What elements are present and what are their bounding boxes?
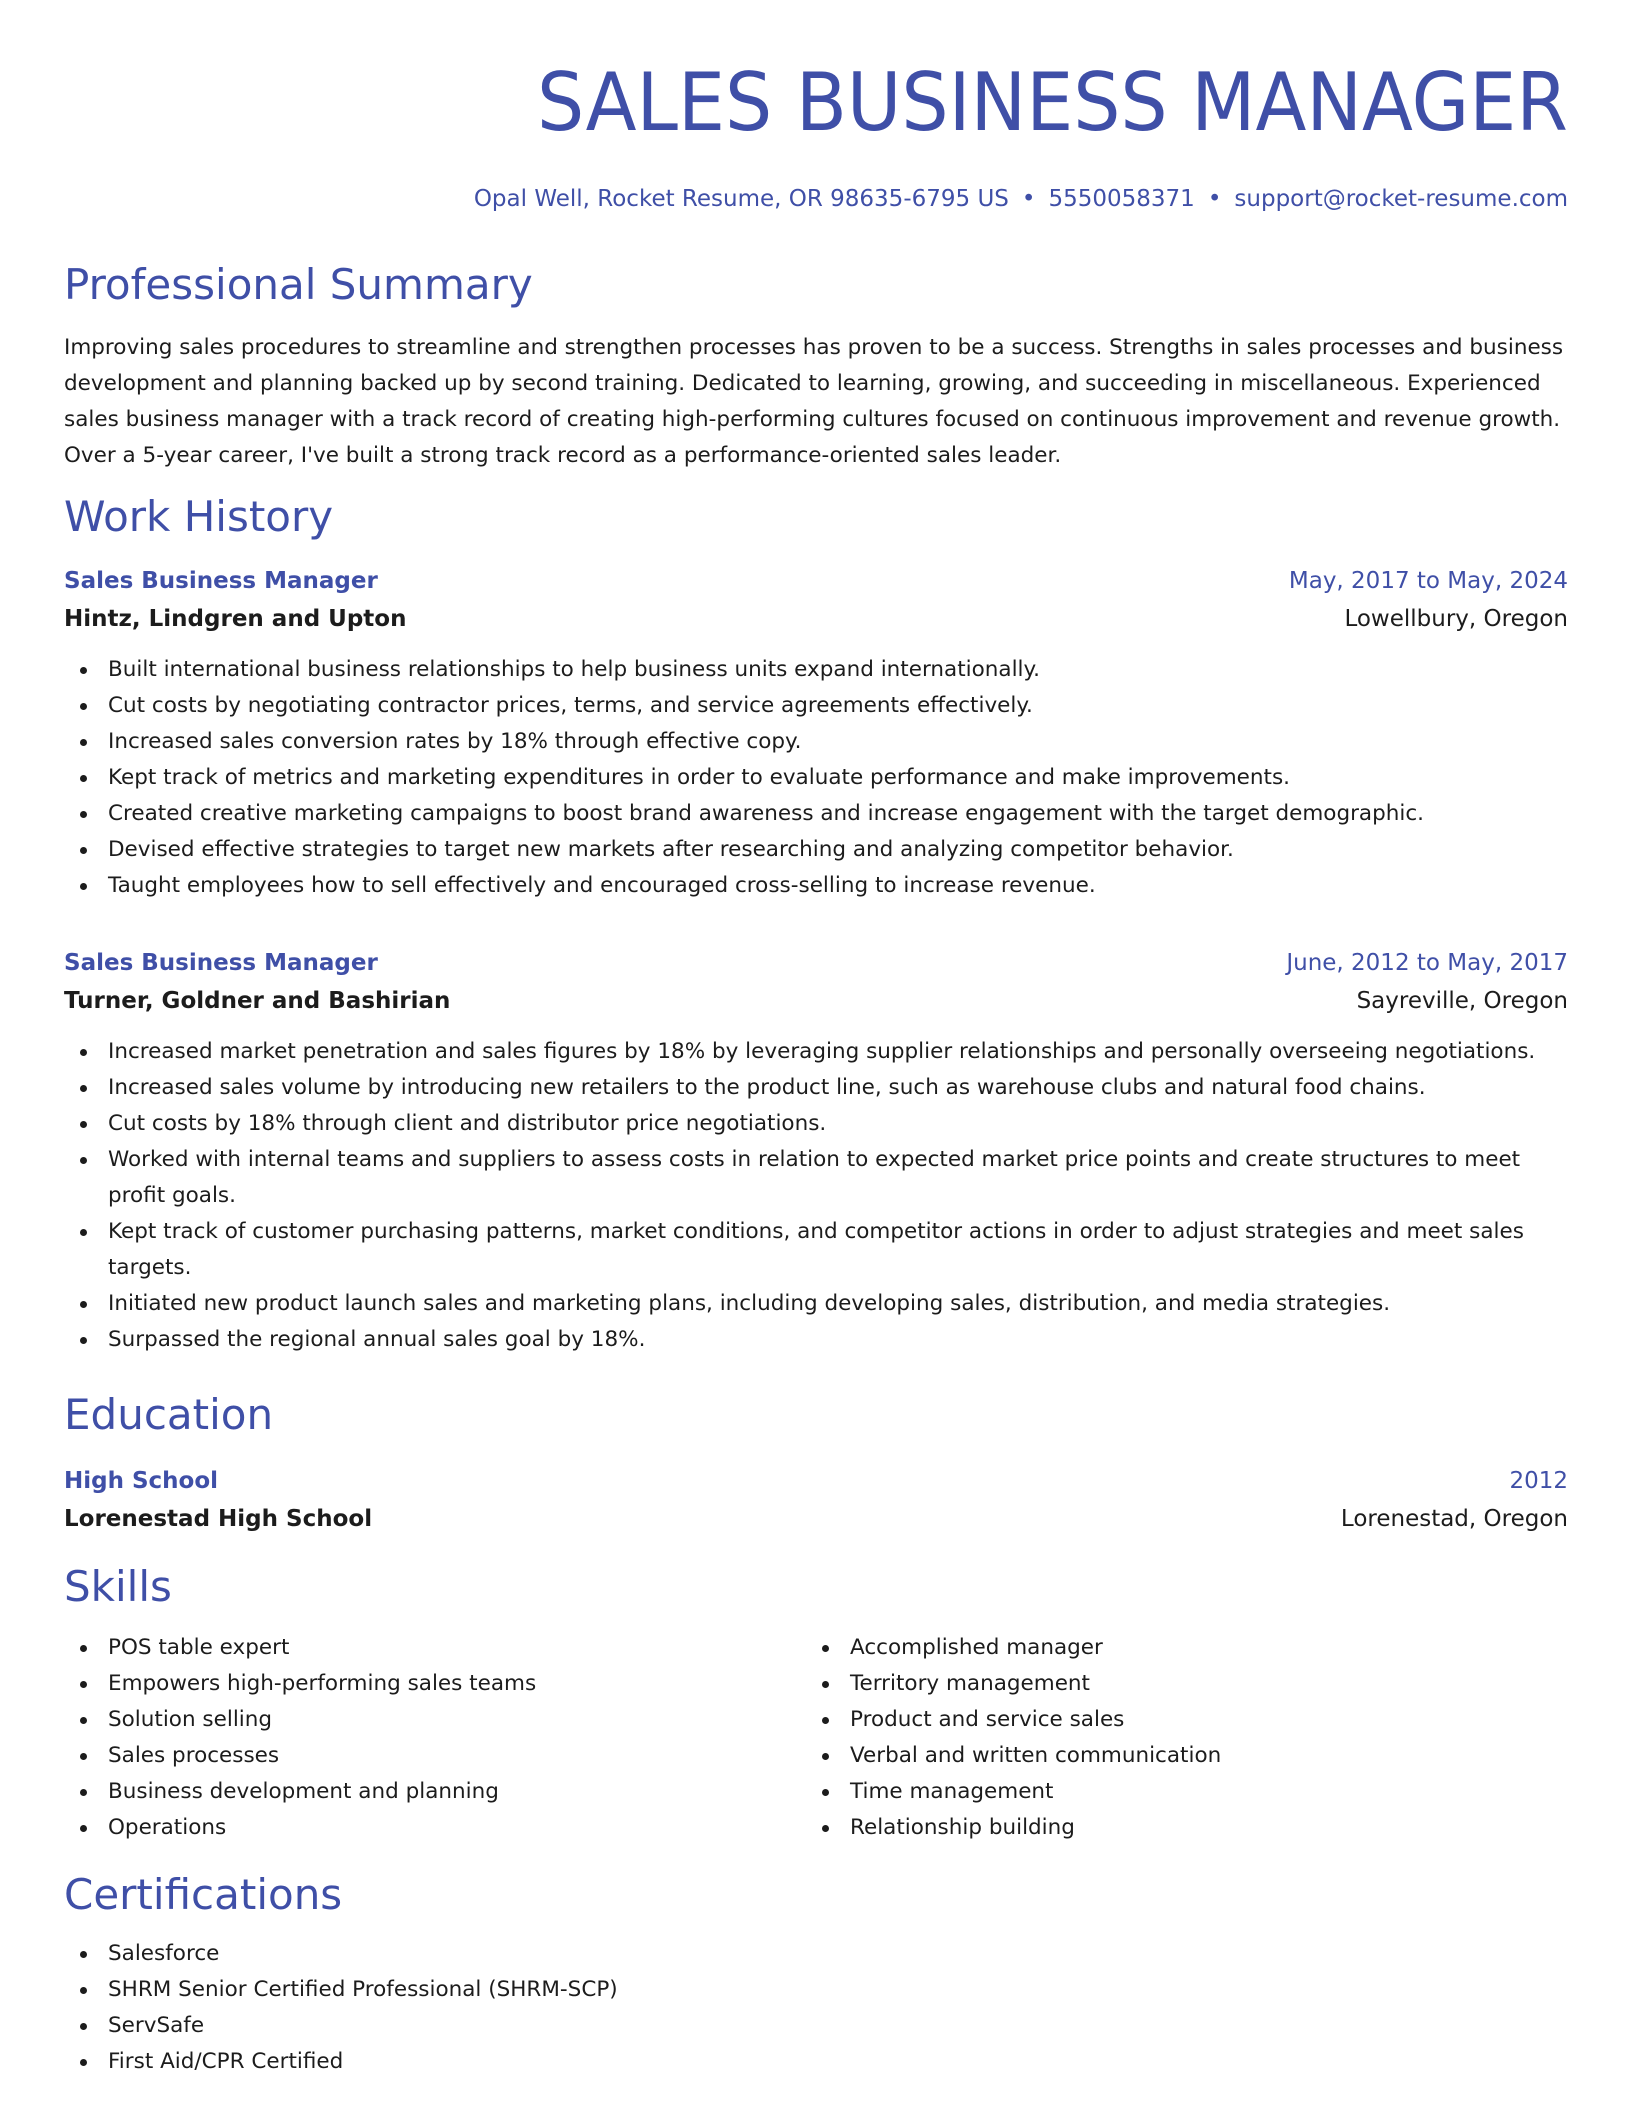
skill-item: Territory management <box>806 1666 1548 1702</box>
job-role: Sales Business Manager <box>64 950 378 976</box>
education-entry <box>64 1462 1568 1538</box>
job-bullets <box>64 652 1568 904</box>
education-subheader <box>64 1500 1568 1538</box>
job-dates: May, 2017 to May, 2024 <box>1288 568 1568 594</box>
certifications-list <box>64 1936 1568 2080</box>
job-bullet: Worked with internal teams and suppliers to assess costs in relation to expected market price points and create structures to meet profit goals. <box>64 1142 1568 1214</box>
skill-item: POS table expert <box>64 1630 806 1666</box>
job-company: Turner, Goldner and Bashirian <box>64 988 451 1014</box>
summary-heading: Professional Summary <box>64 260 533 309</box>
job-bullet: Increased market penetration and sales figures by 18% by leveraging supplier relationships and personally overseeing negotiations. <box>64 1034 1568 1070</box>
job-subheader <box>64 982 1568 1020</box>
job-bullet: Taught employees how to sell effectively and encouraged cross-selling to increase revenue. <box>64 868 1568 904</box>
job-role: Sales Business Manager <box>64 568 378 594</box>
education-header <box>64 1462 1568 1500</box>
skill-item: Verbal and written communication <box>806 1738 1548 1774</box>
job-bullet: Built international business relationships to help business units expand internationally. <box>64 652 1568 688</box>
contact-phone: 5550058371 <box>1048 186 1195 212</box>
job-bullet: Cut costs by negotiating contractor prices, terms, and service agreements effectively. <box>64 688 1568 724</box>
certification-item: First Aid/CPR Certified <box>64 2044 1568 2080</box>
skill-item: Product and service sales <box>806 1702 1548 1738</box>
education-year: 2012 <box>1509 1468 1568 1494</box>
job-bullet: Created creative marketing campaigns to boost brand awareness and increase engagement with the target demographic. <box>64 796 1568 832</box>
skill-item: Accomplished manager <box>806 1630 1548 1666</box>
resume-name: SALES BUSINESS MANAGER <box>537 56 1568 149</box>
job-entry <box>64 562 1568 904</box>
skills-list <box>64 1630 1568 1846</box>
job-entry <box>64 944 1568 1358</box>
skill-item: Operations <box>64 1810 806 1846</box>
job-location: Lowellbury, Oregon <box>1344 606 1568 632</box>
contact-separator: • <box>1207 186 1222 212</box>
contact-email: support@rocket-resume.com <box>1234 186 1568 212</box>
job-location: Sayreville, Oregon <box>1356 988 1568 1014</box>
job-header <box>64 562 1568 600</box>
skill-item: Sales processes <box>64 1738 806 1774</box>
certifications-heading: Certifications <box>64 1870 343 1919</box>
certification-item: ServSafe <box>64 2008 1568 2044</box>
job-bullet: Initiated new product launch sales and marketing plans, including developing sales, distribution, and media strategies. <box>64 1286 1568 1322</box>
skills-column-left <box>64 1630 806 1846</box>
job-bullets <box>64 1034 1568 1358</box>
job-bullet: Devised effective strategies to target new markets after researching and analyzing competitor behavior. <box>64 832 1568 868</box>
job-dates: June, 2012 to May, 2017 <box>1286 950 1568 976</box>
job-bullet: Kept track of metrics and marketing expenditures in order to evaluate performance and make improvements. <box>64 760 1568 796</box>
job-header <box>64 944 1568 982</box>
job-bullet: Surpassed the regional annual sales goal by 18%. <box>64 1322 1568 1358</box>
job-bullet: Kept track of customer purchasing patterns, market conditions, and competitor actions in order to adjust strategies and meet sales targets. <box>64 1214 1568 1286</box>
job-company: Hintz, Lindgren and Upton <box>64 606 407 632</box>
education-location: Lorenestad, Oregon <box>1340 1506 1568 1532</box>
skill-item: Business development and planning <box>64 1774 806 1810</box>
education-school: Lorenestad High School <box>64 1506 373 1532</box>
summary-text: Improving sales procedures to streamline and strengthen processes has proven to be a success. Strengths in sales processes and business development and planning backed up by second training. Dedicated to learning, growing, and succeeding in miscellaneous. Experienced sales business manager with a track record of creating high-performing cultures focused on continuous improvement and revenue growth. Over a 5-year career, I've built a strong track record as a performance-oriented sales leader. <box>64 335 1564 468</box>
skill-item: Relationship building <box>806 1810 1548 1846</box>
resume-page <box>64 0 1568 2112</box>
skill-item: Empowers high-performing sales teams <box>64 1666 806 1702</box>
job-bullet: Increased sales conversion rates by 18% through effective copy. <box>64 724 1568 760</box>
contact-line <box>64 184 1568 214</box>
education-degree: High School <box>64 1468 219 1494</box>
certification-item: SHRM Senior Certified Professional (SHRM-SCP) <box>64 1972 1568 2008</box>
skill-item: Time management <box>806 1774 1548 1810</box>
certification-item: Salesforce <box>64 1936 1568 1972</box>
job-bullet: Increased sales volume by introducing new retailers to the product line, such as warehouse clubs and natural food chains. <box>64 1070 1568 1106</box>
job-bullet: Cut costs by 18% through client and distributor price negotiations. <box>64 1106 1568 1142</box>
contact-address: Opal Well, Rocket Resume, OR 98635-6795 US <box>473 186 1009 212</box>
education-heading: Education <box>64 1390 274 1439</box>
skill-item: Solution selling <box>64 1702 806 1738</box>
contact-separator: • <box>1021 186 1036 212</box>
job-subheader <box>64 600 1568 638</box>
work-history-heading: Work History <box>64 492 334 541</box>
skills-column-right <box>806 1630 1548 1846</box>
skills-heading: Skills <box>64 1562 172 1611</box>
